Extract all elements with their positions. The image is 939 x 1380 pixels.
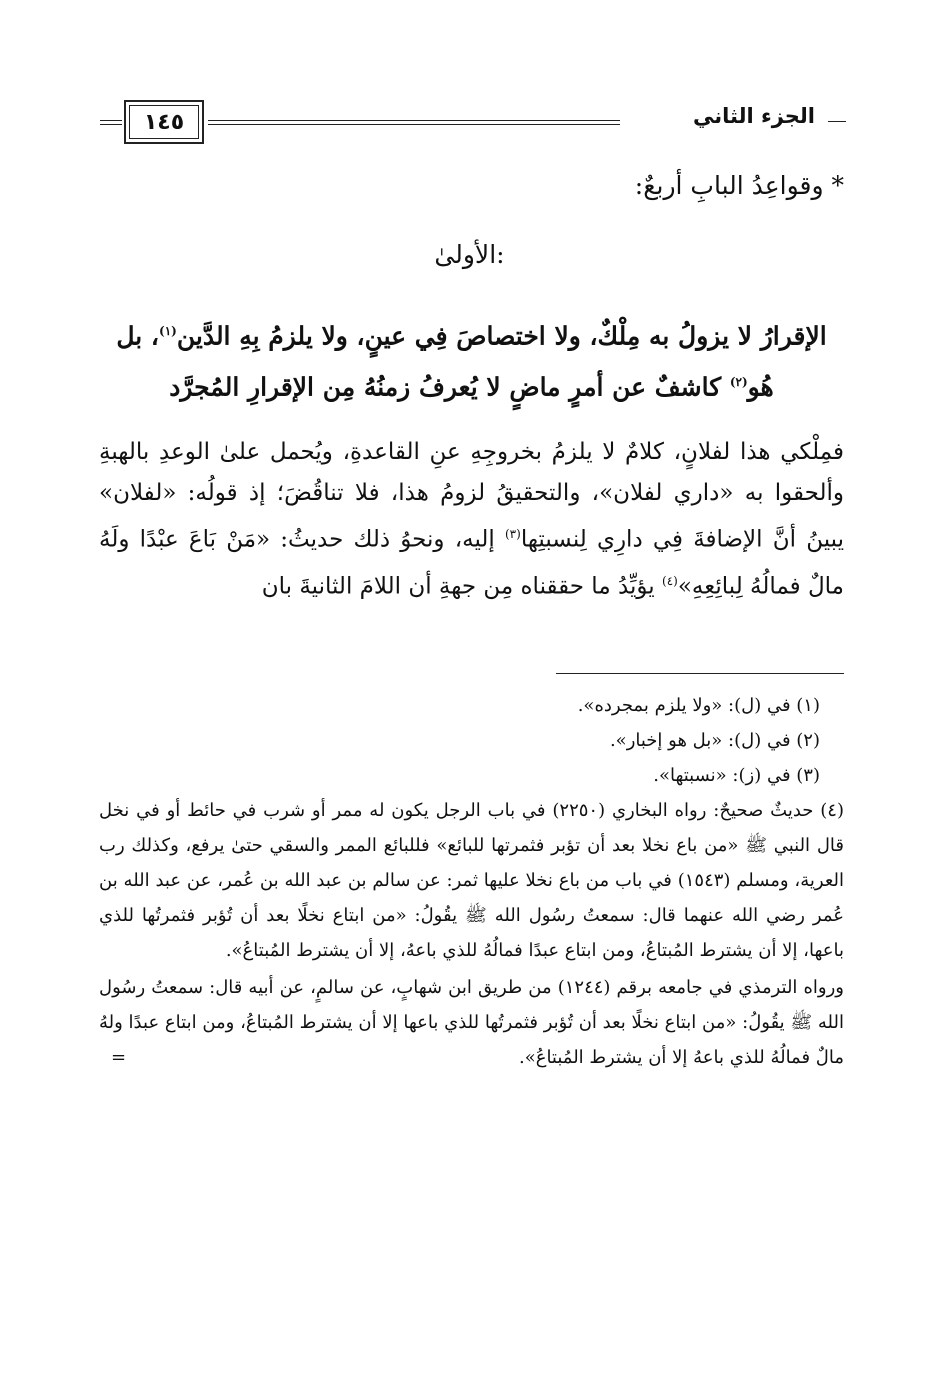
running-title: الجزء الثاني — [692, 104, 815, 128]
section-heading: * وقواعِدُ البابِ أربعٌ: — [634, 171, 844, 200]
rule-line-1: الإقرارُ لا يزولُ به مِلْكٌ، ولا اختصاصَ فِي عينٍ، ولا يلزمُ بِهِ الدَّين$^{(١)}$، بل — [116, 321, 827, 351]
rule-statement — [99, 308, 844, 411]
footnote-3: (٣) في (ز): «نسبتها». — [653, 765, 820, 786]
page-header — [100, 96, 845, 152]
footnote-ref-3[interactable]: (٣) — [504, 527, 521, 541]
footnote-ref-2[interactable]: (٢) — [729, 375, 748, 390]
rule-line-2: هُو$^{(٢)}$ كاشفٌ عن أمرٍ ماضٍ لا يُعرفُ زمنُهُ مِن الإقرارِ المُجرَّد — [169, 372, 774, 402]
footnotes — [99, 688, 844, 1075]
continuation-mark: = — [111, 1047, 127, 1068]
footnote-1: (١) في (ل): «ولا يلزم بمجرده». — [577, 695, 820, 716]
header-rule-left — [100, 120, 122, 125]
footnote-4-continued: ورواه الترمذي في جامعه برقم (١٢٤٤) من طريق ابن شهابٍ، عن سالمٍ، عن أبيه قال: سمعتُ رسُول الله ﷺ يقُولُ: «من ابتاع نخلًا بعد أن تُؤبر فثمرتُها للذي باعها إلا أن يشترط المُبتاعُ، ومن ابتاع عبدًا ولهُ مالٌ فمالُهُ للذي باعهُ إلا أن يشترط المُبتاعُ». = — [99, 970, 844, 1075]
footnote-ref-4[interactable]: (٤) — [662, 573, 678, 588]
footnote-separator — [556, 673, 844, 674]
sub-heading: الأولىٰ: — [434, 240, 505, 269]
header-rule-right — [828, 121, 846, 124]
footnote-4: (٤) حديثٌ صحيحٌ: رواه البخاري (٢٢٥٠) في باب الرجل يكون له ممر أو شرب في حائط أو في نخل قال النبي ﷺ «من باع نخلا بعد أن تؤبر فثمرتها للبائع» فللبائع الممر والسقي حتىٰ يرفع، وكذلك رب العرية، ومسلم (١٥٤٣) في باب من باع نخلا عليها ثمر: عن سالم بن عبد الله بن عُمر، عن عبد الله بن عُمر رضي الله عنهما قال: سمعتُ رسُول الله ﷺ يقُولُ: «من ابتاع نخلًا بعد أن تُؤبر فثمرتُها للذي باعها، إلا أن يشترط المُبتاعُ، ومن ابتاع عبدًا فمالُهُ للذي باعهُ، إلا أن يشترط المُبتاعُ». — [99, 800, 844, 961]
main-paragraph: فمِلْكي هذا لفلانٍ، كلامٌ لا يلزمُ بخروجِهِ عنِ القاعدةِ، ويُحمل علىٰ الوعدِ بالهبةِ وألحقوا به «داري لفلان»، والتحقيقُ لزومُ هذا، فلا تناقُضَ؛ إذ قولُه: «لفلان» يبينُ أنَّ الإضافةَ فِي دارِي لِنسبتِها$^{(٣)}$ إليه، ونحوُ ذلك حديثُ: «مَنْ بَاعَ عبْدًا ولَهُ مالٌ فمالُهُ لِبائِعِهِ»$^{(٤)}$ يؤيِّدُ ما حققناه مِن جهةِ أن اللامَ الثانيةَ بان — [99, 439, 844, 600]
footnote-ref-1[interactable]: (١) — [159, 324, 177, 338]
page-number: ١٤٥ — [129, 105, 199, 139]
header-rule-middle — [208, 120, 620, 125]
page-number-frame — [124, 100, 204, 144]
footnote-2: (٢) في (ل): «بل هو إخبار». — [609, 730, 820, 751]
